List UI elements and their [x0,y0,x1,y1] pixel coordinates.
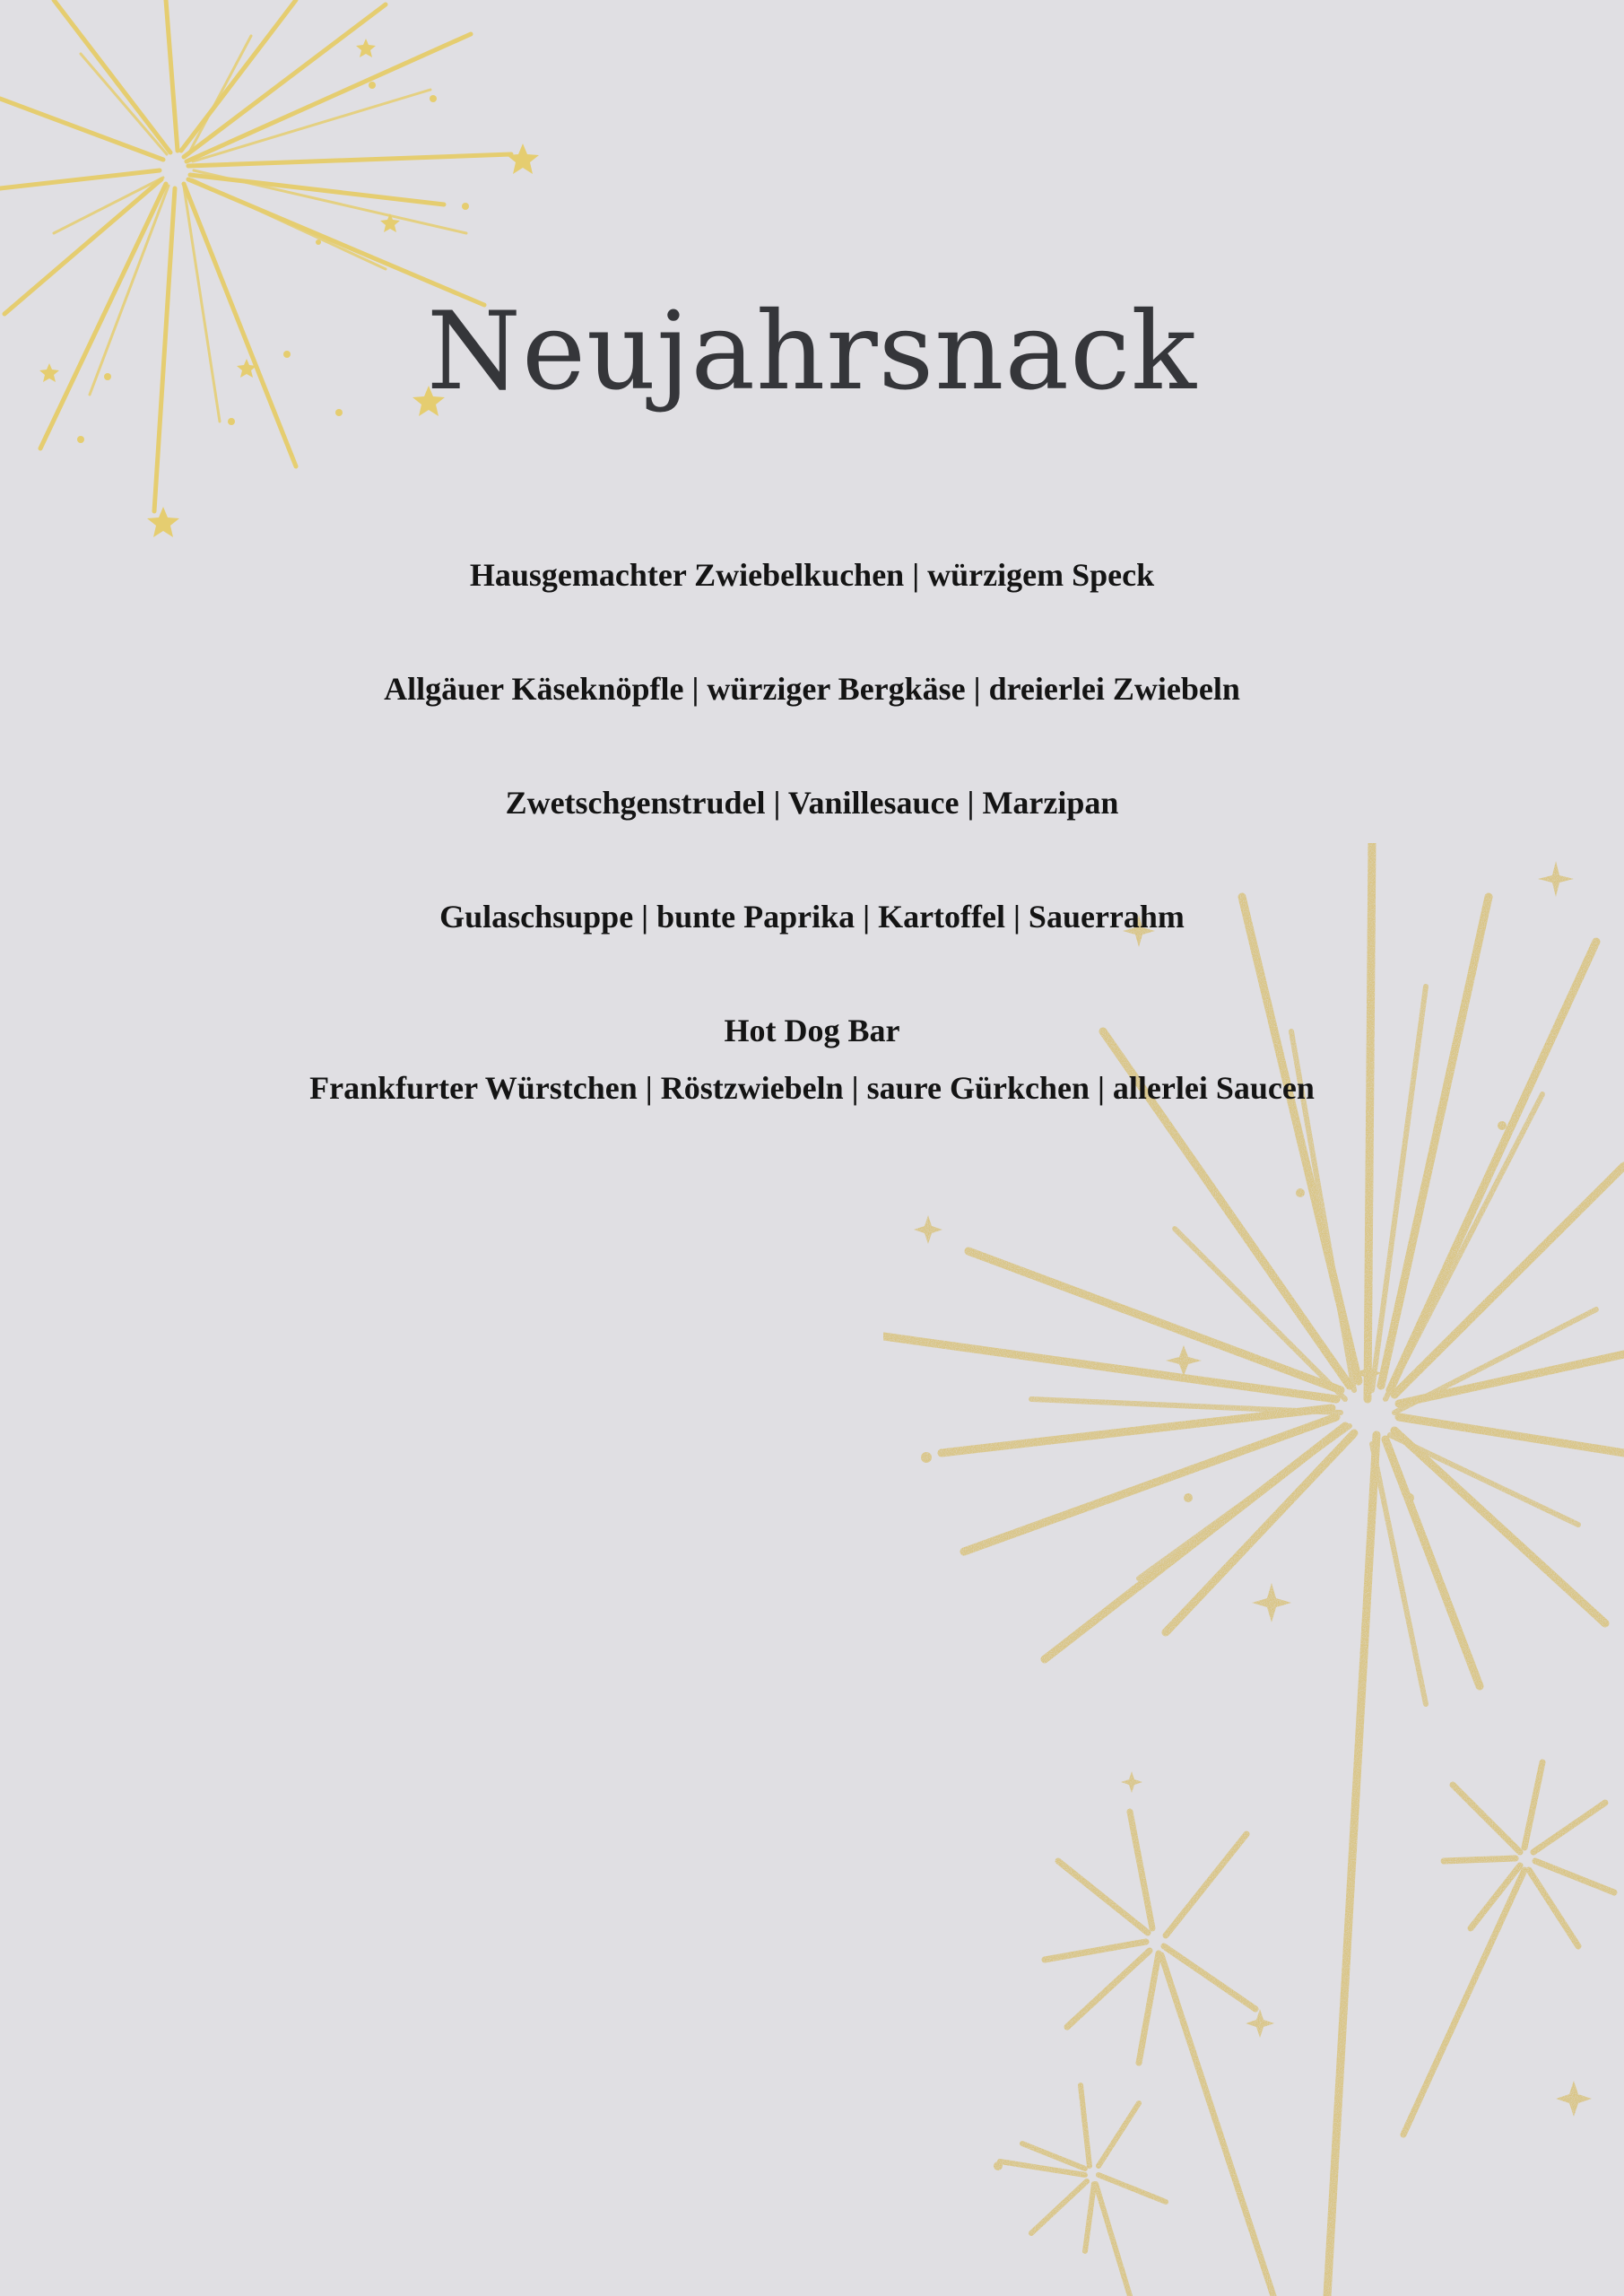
menu-item: Gulaschsuppe | bunte Paprika | Kartoffel | Sauerrahm [439,899,1185,935]
menu-item: Hausgemachter Zwiebelkuchen | würzigem Speck [469,557,1155,593]
gold-fireworks-illustration [883,843,1624,2296]
menu-title: Neujahrsnack [426,290,1198,414]
firework-burst-icon [0,0,539,537]
menu-item: Zwetschgenstrudel | Vanillesauce | Marzipan [505,785,1119,821]
menu-item-heading: Hot Dog Bar [724,1013,900,1048]
menu-item: Allgäuer Käseknöpfle | würziger Bergkäse | dreierlei Zwiebeln [384,671,1240,707]
menu-item: Frankfurter Würstchen | Röstzwiebeln | saure Gürkchen | allerlei Saucen [309,1070,1315,1106]
